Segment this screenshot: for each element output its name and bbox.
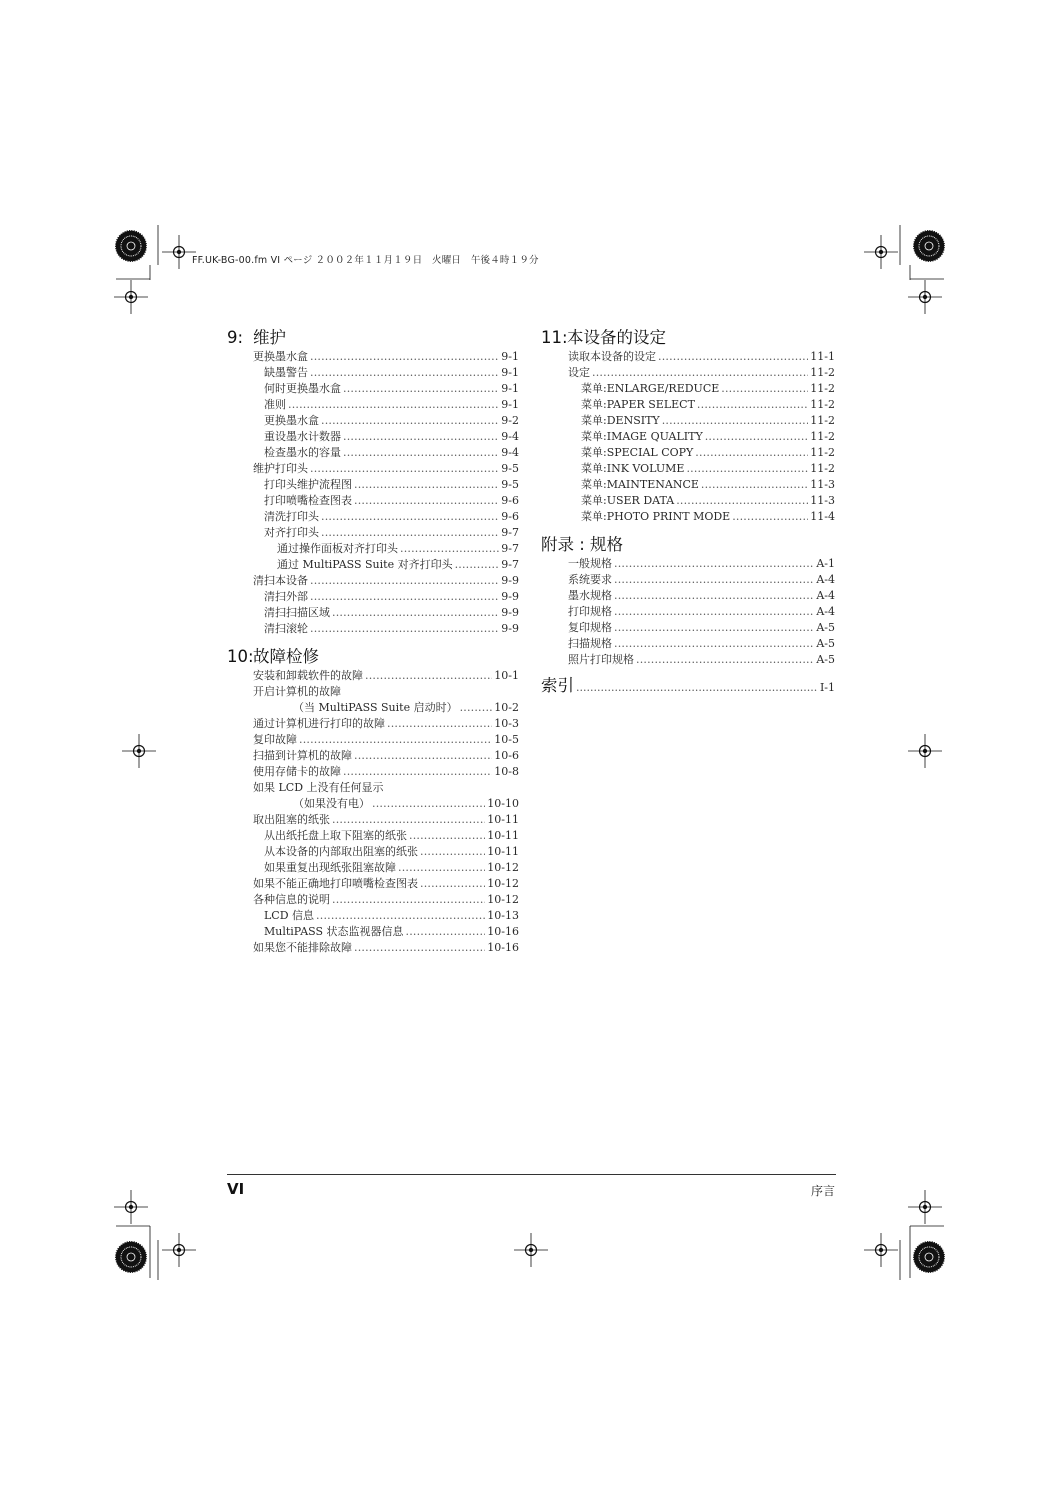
dot-leader bbox=[310, 621, 499, 637]
toc-entry-page: 11-4 bbox=[810, 510, 835, 523]
toc-entry-page: 9-6 bbox=[501, 494, 519, 507]
registration-target-icon bbox=[913, 1241, 945, 1273]
toc-entry-page: A-4 bbox=[816, 589, 835, 602]
toc-entry-page: 11-2 bbox=[810, 414, 835, 427]
toc-entry-page: A-1 bbox=[816, 557, 835, 570]
dot-leader bbox=[697, 397, 808, 413]
dot-leader bbox=[321, 413, 499, 429]
registration-target-icon bbox=[115, 1241, 147, 1273]
toc-entry-page: A-4 bbox=[816, 605, 835, 618]
section-title: 本设备的设定 bbox=[567, 328, 666, 347]
toc-entry-page: 11-3 bbox=[810, 478, 835, 491]
toc-entry-title: 更换墨水盒 bbox=[264, 414, 319, 427]
dot-leader bbox=[614, 556, 814, 572]
toc-entry-title: 更换墨水盒 bbox=[253, 350, 308, 363]
toc-entry[interactable] bbox=[227, 589, 519, 605]
toc-entry-title: 清扫滚轮 bbox=[264, 622, 308, 635]
dot-leader bbox=[400, 541, 499, 557]
toc-entry-title: 对齐打印头 bbox=[264, 526, 319, 539]
toc-entry-title: SPECIAL COPY bbox=[606, 446, 694, 459]
toc-entry-title: INK VOLUME bbox=[606, 462, 685, 475]
toc-entry-page: 11-2 bbox=[810, 446, 835, 459]
toc-entry[interactable]: （当 MultiPASS Suite 启动时） ..... 10-2 bbox=[227, 700, 519, 716]
page-number: VI bbox=[227, 1180, 245, 1198]
dot-leader bbox=[592, 365, 808, 381]
toc-entry[interactable]: 如果您不能排除故障 ..... 10-16 bbox=[227, 940, 519, 956]
toc-entry[interactable]: 从出纸托盘上取下阻塞的纸张 ..... 10-11 bbox=[227, 828, 519, 844]
toc-entry[interactable]: LCD 信息 ..... 10-13 bbox=[227, 908, 519, 924]
toc-entry-page: A-5 bbox=[816, 621, 835, 634]
footer-divider bbox=[227, 1174, 836, 1175]
toc-entry-title: PHOTO PRINT MODE bbox=[606, 510, 731, 523]
toc-entry[interactable] bbox=[541, 636, 835, 652]
toc-entry[interactable] bbox=[541, 652, 835, 668]
toc-entry[interactable] bbox=[541, 604, 835, 620]
toc-entry[interactable] bbox=[541, 493, 835, 509]
toc-entry-page: 9-7 bbox=[501, 526, 519, 539]
toc-entry-title: 打印规格 bbox=[568, 605, 612, 618]
toc-entry[interactable]: 取出阻塞的纸张 ..... 10-11 bbox=[227, 812, 519, 828]
toc-entry[interactable]: 如果不能正确地打印喷嘴检查图表 ..... 10-12 bbox=[227, 876, 519, 892]
toc-entry-title: MAINTENANCE bbox=[606, 478, 699, 491]
toc-entry[interactable]: （如果没有电） ..... 10-10 bbox=[227, 796, 519, 812]
toc-entry[interactable] bbox=[227, 397, 519, 413]
toc-entry-title: 读取本设备的设定 bbox=[568, 350, 656, 363]
toc-entry-title: 重设墨水计数器 bbox=[264, 430, 341, 443]
toc-entry-title: 扫描规格 bbox=[568, 637, 612, 650]
toc-entry-page: 9-5 bbox=[501, 462, 519, 475]
toc-entry-title: 清洗打印头 bbox=[264, 510, 319, 523]
menu-label: 菜单: bbox=[581, 414, 607, 427]
toc-entry[interactable] bbox=[227, 493, 519, 509]
toc-entry-title: 通过操作面板对齐打印头 bbox=[277, 542, 398, 555]
toc-entry[interactable]: 使用存储卡的故障 ..... 10-8 bbox=[227, 764, 519, 780]
section-number: 10: bbox=[227, 647, 254, 666]
crosshair-icon bbox=[514, 1233, 548, 1267]
toc-entry[interactable] bbox=[541, 397, 835, 413]
toc-entry-title: DENSITY bbox=[606, 414, 660, 427]
toc-entry-page: 9-7 bbox=[501, 558, 519, 571]
crosshair-icon bbox=[864, 1233, 898, 1267]
menu-label: 菜单: bbox=[581, 430, 607, 443]
toc-entry-page: 9-9 bbox=[501, 590, 519, 603]
index-title: 索引 bbox=[541, 676, 574, 695]
toc-entry[interactable] bbox=[541, 477, 835, 493]
toc-entry[interactable] bbox=[227, 605, 519, 621]
toc-entry-title: 设定 bbox=[568, 366, 590, 379]
toc-entry-page: 11-2 bbox=[810, 366, 835, 379]
toc-entry-title: 维护打印头 bbox=[253, 462, 308, 475]
toc-entry-page: 9-6 bbox=[501, 510, 519, 523]
toc-entry-page: 11-1 bbox=[810, 350, 835, 363]
toc-entry[interactable]: 各种信息的说明 ..... 10-12 bbox=[227, 892, 519, 908]
dot-leader bbox=[288, 397, 499, 413]
registration-target-icon bbox=[913, 230, 945, 262]
toc-entry[interactable]: 从本设备的内部取出阻塞的纸张 ..... 10-11 bbox=[227, 844, 519, 860]
toc-entry-title: IMAGE QUALITY bbox=[606, 430, 703, 443]
section-heading-9 bbox=[227, 326, 519, 349]
toc-entry[interactable] bbox=[541, 349, 835, 365]
toc-entry[interactable]: 复印故障 ..... 10-5 bbox=[227, 732, 519, 748]
crosshair-icon bbox=[908, 734, 942, 768]
toc-entry[interactable] bbox=[227, 461, 519, 477]
toc-entry-page: A-5 bbox=[816, 653, 835, 666]
toc-entry[interactable] bbox=[541, 556, 835, 572]
crosshair-icon bbox=[122, 734, 156, 768]
menu-label: 菜单: bbox=[581, 382, 607, 395]
toc-entry-page: 9-5 bbox=[501, 478, 519, 491]
dot-leader bbox=[721, 381, 808, 397]
toc-entry[interactable] bbox=[227, 349, 519, 365]
toc-entry[interactable] bbox=[541, 429, 835, 445]
crosshair-icon bbox=[864, 235, 898, 269]
dot-leader bbox=[614, 588, 814, 604]
toc-entry-page: 9-9 bbox=[501, 574, 519, 587]
toc-entry[interactable]: 扫描到计算机的故障 ..... 10-6 bbox=[227, 748, 519, 764]
footer-section-name: 序言 bbox=[810, 1184, 835, 1198]
toc-entry-title: 清扫外部 bbox=[264, 590, 308, 603]
dot-leader bbox=[662, 413, 809, 429]
toc-entry-page: 9-4 bbox=[501, 430, 519, 443]
dot-leader bbox=[321, 509, 499, 525]
dot-leader bbox=[310, 349, 499, 365]
toc-entry[interactable] bbox=[227, 381, 519, 397]
toc-right-column bbox=[541, 326, 835, 696]
toc-list-11 bbox=[541, 349, 835, 525]
dot-leader bbox=[354, 477, 499, 493]
toc-entry-title: 打印头维护流程图 bbox=[264, 478, 352, 491]
toc-entry-page: 9-7 bbox=[501, 542, 519, 555]
toc-entry-page: 9-4 bbox=[501, 446, 519, 459]
toc-entry[interactable] bbox=[227, 413, 519, 429]
toc-entry-title: 系统要求 bbox=[568, 573, 612, 586]
toc-entry-title: 照片打印规格 bbox=[568, 653, 634, 666]
section-title: 故障检修 bbox=[253, 647, 319, 666]
toc-entry[interactable] bbox=[227, 541, 519, 557]
toc-entry[interactable]: 通过计算机进行打印的故障 ..... 10-3 bbox=[227, 716, 519, 732]
toc-entry-title: 复印规格 bbox=[568, 621, 612, 634]
toc-entry-title: 缺墨警告 bbox=[264, 366, 308, 379]
dot-leader bbox=[310, 461, 499, 477]
section-heading-11 bbox=[541, 326, 835, 349]
toc-entry-page: 11-2 bbox=[810, 462, 835, 475]
toc-entry-title: 一般规格 bbox=[568, 557, 612, 570]
toc-entry-page: 9-2 bbox=[501, 414, 519, 427]
toc-entry-title: 打印喷嘴检查图表 bbox=[264, 494, 352, 507]
dot-leader bbox=[310, 365, 499, 381]
dot-leader bbox=[701, 477, 808, 493]
dot-leader bbox=[732, 509, 808, 525]
toc-entry[interactable] bbox=[227, 509, 519, 525]
toc-list-10 bbox=[227, 668, 519, 956]
toc-entry[interactable] bbox=[227, 557, 519, 573]
crosshair-icon bbox=[114, 1190, 148, 1224]
toc-entry-title: ENLARGE/REDUCE bbox=[606, 382, 720, 395]
dot-leader bbox=[343, 445, 499, 461]
toc-entry-title: 准则 bbox=[264, 398, 286, 411]
toc-entry[interactable]: 如果重复出现纸张阻塞故障 ..... 10-12 bbox=[227, 860, 519, 876]
dot-leader bbox=[636, 652, 814, 668]
toc-entry-page: A-5 bbox=[816, 637, 835, 650]
toc-entry[interactable] bbox=[227, 621, 519, 637]
dot-leader bbox=[614, 604, 814, 620]
file-header: FF.UK-BG-00.fm VI ページ ２００２年１１月１９日 火曜日 午後４時１９分 bbox=[192, 255, 539, 266]
toc-entry-title: PAPER SELECT bbox=[606, 398, 695, 411]
crosshair-icon bbox=[908, 280, 942, 314]
dot-leader bbox=[310, 589, 499, 605]
dot-leader bbox=[658, 349, 808, 365]
toc-entry-page: 11-2 bbox=[810, 382, 835, 395]
toc-entry-page: 11-2 bbox=[810, 398, 835, 411]
appendix-heading: 附录 : 规格 bbox=[541, 535, 624, 554]
dot-leader bbox=[332, 605, 499, 621]
toc-entry-page: 9-9 bbox=[501, 606, 519, 619]
menu-label: 菜单: bbox=[581, 510, 607, 523]
dot-leader bbox=[614, 636, 814, 652]
toc-entry[interactable] bbox=[541, 572, 835, 588]
dot-leader bbox=[614, 572, 814, 588]
toc-entry[interactable] bbox=[541, 588, 835, 604]
dot-leader bbox=[686, 461, 808, 477]
toc-entry-title: 通过 MultiPASS Suite 对齐打印头 bbox=[277, 558, 453, 571]
index-page: I-1 bbox=[819, 681, 835, 694]
section-title: 维护 bbox=[253, 328, 286, 347]
toc-entry[interactable] bbox=[227, 477, 519, 493]
toc-entry-page: A-4 bbox=[816, 573, 835, 586]
toc-list-9 bbox=[227, 349, 519, 637]
dot-leader bbox=[614, 620, 814, 636]
toc-entry-title: 何时更换墨水盒 bbox=[264, 382, 341, 395]
toc-entry[interactable]: 如果 LCD 上没有任何显示 bbox=[253, 781, 384, 794]
toc-entry-title: 墨水规格 bbox=[568, 589, 612, 602]
toc-entry-page: 9-1 bbox=[501, 382, 519, 395]
toc-entry-page: 9-1 bbox=[501, 398, 519, 411]
toc-list-appendix bbox=[541, 556, 835, 668]
dot-leader bbox=[695, 445, 808, 461]
toc-entry[interactable] bbox=[541, 620, 835, 636]
toc-entry[interactable] bbox=[227, 573, 519, 589]
section-number: 9: bbox=[227, 328, 244, 347]
crosshair-icon bbox=[908, 1190, 942, 1224]
toc-entry[interactable] bbox=[541, 445, 835, 461]
menu-label: 菜单: bbox=[581, 446, 607, 459]
menu-label: 菜单: bbox=[581, 494, 607, 507]
toc-entry[interactable] bbox=[541, 461, 835, 477]
crosshair-icon bbox=[162, 1233, 196, 1267]
menu-label: 菜单: bbox=[581, 398, 607, 411]
toc-entry-page: 11-3 bbox=[810, 494, 835, 507]
menu-label: 菜单: bbox=[581, 478, 607, 491]
toc-entry[interactable] bbox=[541, 381, 835, 397]
toc-entry[interactable]: 安装和卸载软件的故障 ..... 10-1 bbox=[227, 668, 519, 684]
section-number: 11: bbox=[541, 328, 568, 347]
toc-entry-page: 9-9 bbox=[501, 622, 519, 635]
dot-leader bbox=[343, 381, 499, 397]
toc-entry[interactable] bbox=[227, 365, 519, 381]
toc-entry-title: 检查墨水的容量 bbox=[264, 446, 341, 459]
toc-entry-page: 9-1 bbox=[501, 366, 519, 379]
toc-left-column bbox=[227, 326, 519, 956]
crosshair-icon bbox=[162, 235, 196, 269]
crosshair-icon bbox=[114, 280, 148, 314]
toc-entry[interactable] bbox=[541, 413, 835, 429]
dot-leader bbox=[343, 429, 499, 445]
toc-entry-title: 清扫扫描区域 bbox=[264, 606, 330, 619]
menu-label: 菜单: bbox=[581, 462, 607, 475]
dot-leader bbox=[310, 573, 499, 589]
toc-entry-title: USER DATA bbox=[606, 494, 675, 507]
dot-leader bbox=[705, 429, 809, 445]
dot-leader bbox=[354, 493, 499, 509]
toc-entry[interactable]: MultiPASS 状态监视器信息 ..... 10-16 bbox=[227, 924, 519, 940]
toc-entry[interactable] bbox=[227, 429, 519, 445]
dot-leader bbox=[321, 525, 499, 541]
toc-entry-title: 清扫本设备 bbox=[253, 574, 308, 587]
dot-leader bbox=[676, 493, 808, 509]
section-heading-10 bbox=[227, 645, 519, 668]
toc-entry[interactable] bbox=[227, 525, 519, 541]
toc-entry[interactable]: 开启计算机的故障 bbox=[253, 685, 341, 698]
registration-target-icon bbox=[115, 230, 147, 262]
toc-entry[interactable] bbox=[227, 445, 519, 461]
index-entry[interactable] bbox=[541, 672, 835, 696]
toc-entry-page: 9-1 bbox=[501, 350, 519, 363]
toc-entry[interactable] bbox=[541, 509, 835, 525]
toc-entry[interactable] bbox=[541, 365, 835, 381]
dot-leader bbox=[455, 557, 500, 573]
toc-entry-page: 11-2 bbox=[810, 430, 835, 443]
